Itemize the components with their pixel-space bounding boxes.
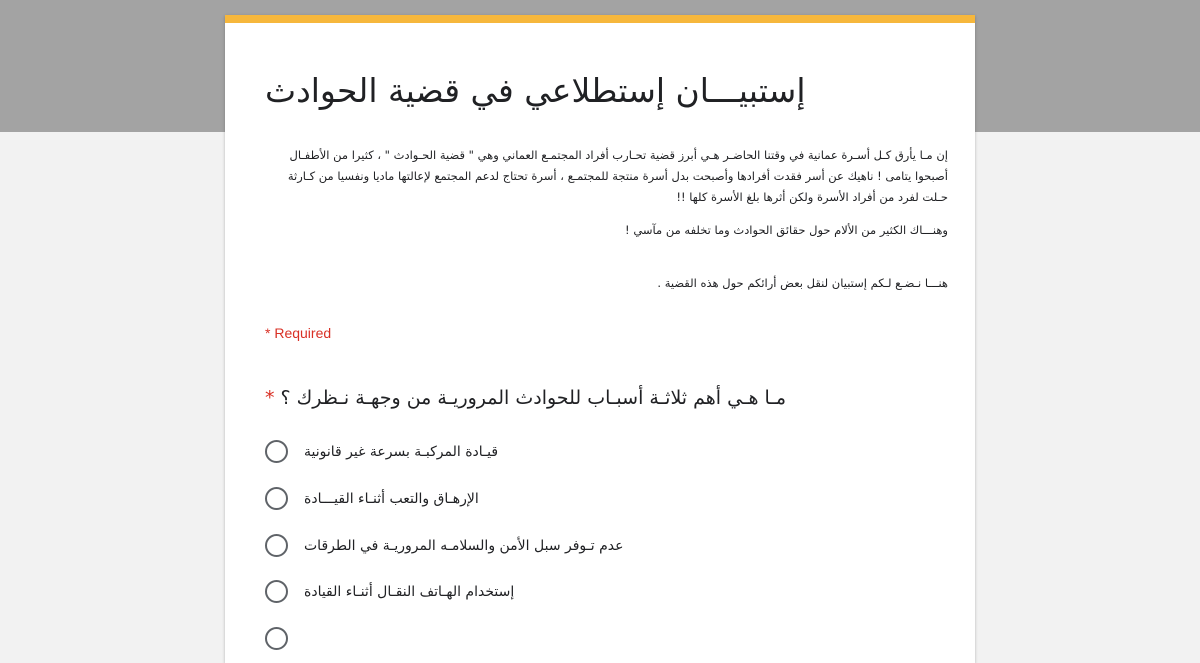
radio-option[interactable] [265, 487, 479, 510]
option-label: قيـادة المركبـة بسرعة غير قانونية [304, 443, 499, 460]
option-label: الإرهـاق والتعب أثنـاء القيـــادة [304, 490, 479, 507]
option-label: إستخدام الهـاتف النقـال أثنـاء القيادة [304, 583, 515, 600]
radio-button[interactable] [265, 580, 288, 603]
form-title: إستبيـــان إستطلاعي في قضية الحوادث [265, 71, 806, 110]
description-paragraph: وهنـــاك الكثير من الألام حول حقائق الحوادث وما تخلفه من مآسي ! [625, 223, 948, 237]
radio-option[interactable] [265, 534, 623, 557]
radio-option[interactable] [265, 627, 304, 650]
radio-button[interactable] [265, 440, 288, 463]
question-title [265, 387, 786, 409]
form-card [225, 15, 975, 663]
description-paragraph: هنـــا نـضـع لـكم إستبيان لنقل بعض أرائكم حول هذه القضية . [657, 276, 948, 290]
radio-option[interactable] [265, 580, 514, 603]
form-description [265, 145, 948, 306]
radio-button[interactable] [265, 534, 288, 557]
radio-option[interactable] [265, 440, 498, 463]
description-paragraph: إن مـا يأرق كـل أسـرة عمانية في وقتنا الحاضـر هـي أبرز قضية تحـارب أفراد المجتمـع العماني وهي " قضية الحـوادث " ، كثيرا من الأطفـال أصبحوا يتامى ! ناهيك عن أسر فقدت أفرادها وأصبحت بدل أسرة منتجة للمجتمـع ، أسرة تحتاج لدعم المجتمع لإعالتها ماديا ونفسيا من كـارثة حـلت لفرد من أفراد الأسرة ولكن أثرها بلغ الأسرة كلها !! [287, 148, 948, 204]
question-text: مـا هـي أهم ثلاثـة أسبـاب للحوادث المروريـة من وجهـة نـظرك ؟ [280, 387, 787, 409]
required-asterisk: * [265, 387, 275, 409]
required-note: * Required [265, 325, 332, 341]
radio-button[interactable] [265, 487, 288, 510]
option-label: عدم تـوفر سبل الأمن والسلامـه المروريـة في الطرقات [304, 537, 624, 554]
radio-button[interactable] [265, 627, 288, 650]
